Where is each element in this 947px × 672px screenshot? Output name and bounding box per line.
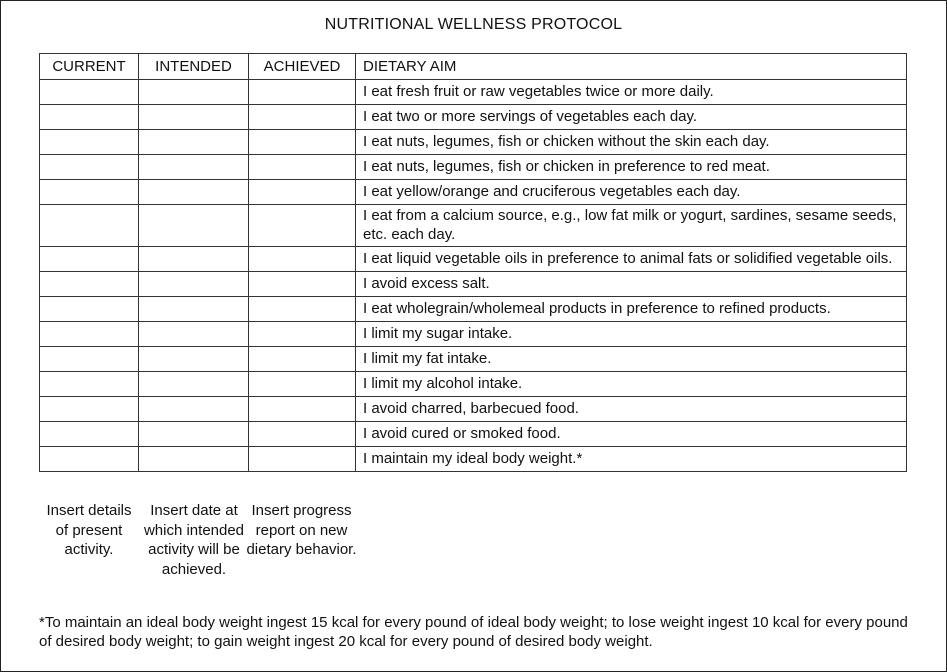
header-achieved: ACHIEVED [249,54,356,80]
note-achieved: Insert progress report on new dietary behavior. [246,502,357,558]
achieved-cell[interactable] [249,247,356,272]
intended-cell[interactable] [139,272,249,297]
dietary-aim-cell: I avoid charred, barbecued food. [356,397,907,422]
header-row [40,54,907,80]
achieved-cell[interactable] [249,155,356,180]
intended-cell[interactable] [139,322,249,347]
achieved-cell[interactable] [249,397,356,422]
note-current: Insert details of present activity. [46,502,132,558]
intended-cell[interactable] [139,105,249,130]
header-dietary-aim: DIETARY AIM [356,54,907,80]
intended-cell[interactable] [139,397,249,422]
table-row [40,105,907,130]
achieved-cell[interactable] [249,205,356,247]
current-cell[interactable] [40,180,139,205]
table-row [40,347,907,372]
achieved-cell[interactable] [249,80,356,105]
table-row [40,130,907,155]
dietary-aim-cell: I eat two or more servings of vegetables each day. [356,105,907,130]
dietary-aim-cell: I limit my sugar intake. [356,322,907,347]
achieved-cell[interactable] [249,297,356,322]
achieved-cell[interactable] [249,422,356,447]
intended-cell[interactable] [139,447,249,472]
intended-cell[interactable] [139,180,249,205]
table-row [40,422,907,447]
current-cell[interactable] [40,155,139,180]
protocol-table [39,53,907,472]
table-row [40,372,907,397]
current-cell[interactable] [40,80,139,105]
table-row [40,322,907,347]
dietary-aim-cell: I limit my alcohol intake. [356,372,907,397]
current-cell[interactable] [40,272,139,297]
dietary-aim-cell: I limit my fat intake. [356,347,907,372]
current-cell[interactable] [40,205,139,247]
table-row [40,297,907,322]
header-current: CURRENT [40,54,139,80]
dietary-aim-cell: I eat nuts, legumes, fish or chicken in preference to red meat. [356,155,907,180]
dietary-aim-cell: I eat yellow/orange and cruciferous vegetables each day. [356,180,907,205]
dietary-aim-cell: I maintain my ideal body weight.* [356,447,907,472]
table-row [40,80,907,105]
achieved-cell[interactable] [249,272,356,297]
achieved-cell[interactable] [249,130,356,155]
current-cell[interactable] [40,105,139,130]
achieved-cell[interactable] [249,180,356,205]
table-row [40,272,907,297]
current-cell[interactable] [40,397,139,422]
achieved-cell[interactable] [249,372,356,397]
dietary-aim-cell: I avoid excess salt. [356,272,907,297]
table-row [40,155,907,180]
intended-cell[interactable] [139,155,249,180]
table-row [40,397,907,422]
intended-cell[interactable] [139,297,249,322]
table-row [40,205,907,247]
dietary-aim-cell: I eat nuts, legumes, fish or chicken without the skin each day. [356,130,907,155]
intended-cell[interactable] [139,347,249,372]
dietary-aim-cell: I avoid cured or smoked food. [356,422,907,447]
table-row [40,247,907,272]
current-cell[interactable] [40,247,139,272]
table-row [40,180,907,205]
intended-cell[interactable] [139,422,249,447]
current-cell[interactable] [40,422,139,447]
current-cell[interactable] [40,347,139,372]
intended-cell[interactable] [139,80,249,105]
intended-cell[interactable] [139,130,249,155]
achieved-cell[interactable] [249,105,356,130]
current-cell[interactable] [40,130,139,155]
current-cell[interactable] [40,322,139,347]
dietary-aim-cell: I eat from a calcium source, e.g., low fat milk or yogurt, sardines, sesame seeds, etc. each day. [356,205,907,247]
current-cell[interactable] [40,447,139,472]
dietary-aim-cell: I eat wholegrain/wholemeal products in preference to refined products. [356,297,907,322]
achieved-cell[interactable] [249,347,356,372]
note-intended: Insert date at which intended activity will be achieved. [143,502,245,578]
intended-cell[interactable] [139,247,249,272]
achieved-cell[interactable] [249,322,356,347]
dietary-aim-cell: I eat liquid vegetable oils in preference to animal fats or solidified vegetable oils. [356,247,907,272]
page-title: NUTRITIONAL WELLNESS PROTOCOL [324,16,623,33]
footnote: *To maintain an ideal body weight ingest 15 kcal for every pound of ideal body weight; to lose weight ingest 10 kcal for every pound of desired body weight; to gain weight ingest 20 kcal for every pound of desired body weight. [39,614,908,650]
intended-cell[interactable] [139,372,249,397]
dietary-aim-cell: I eat fresh fruit or raw vegetables twice or more daily. [356,80,907,105]
intended-cell[interactable] [139,205,249,247]
achieved-cell[interactable] [249,447,356,472]
table-row [40,447,907,472]
current-cell[interactable] [40,297,139,322]
header-intended: INTENDED [139,54,249,80]
current-cell[interactable] [40,372,139,397]
